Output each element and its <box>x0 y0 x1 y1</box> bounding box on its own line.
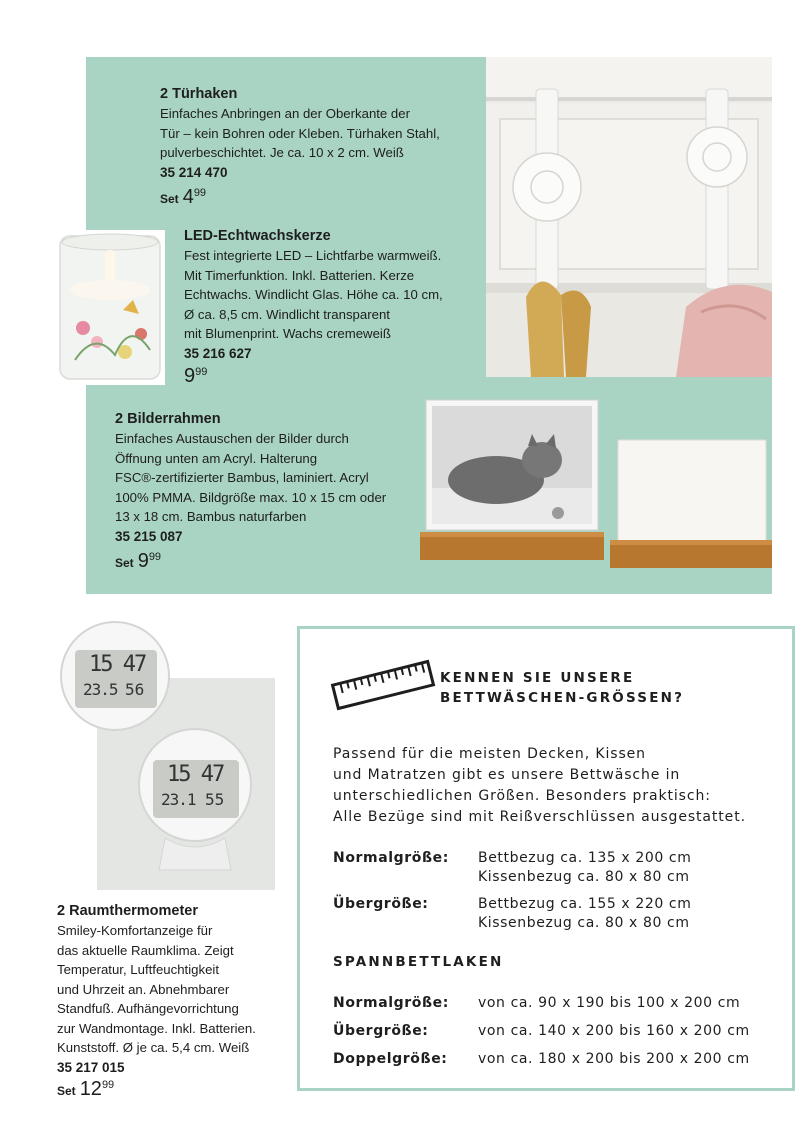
size-label: Normalgröße: <box>333 995 449 1011</box>
intro-line-3: unterschiedlichen Größen. Besonders praktisch: <box>333 788 711 804</box>
set-label: Set <box>57 1084 76 1098</box>
bedding-sizes-infobox <box>297 626 795 1091</box>
tuerhaken-block <box>160 84 480 182</box>
kerze-desc-5: mit Blumenprint. Wachs cremeweiß <box>184 326 391 341</box>
kerze-desc-1: Fest integrierte LED – Lichtfarbe warmweiß. <box>184 248 442 263</box>
kerze-block <box>184 226 484 363</box>
thermometer-desc-6: zur Wandmontage. Inkl. Batterien. <box>57 1020 256 1036</box>
door-hooks-photo <box>486 57 772 377</box>
display-1-time: 15 47 <box>89 652 146 677</box>
bilderrahmen-price <box>115 550 161 573</box>
ruler-icon <box>328 655 438 715</box>
picture-frames-photo <box>418 398 772 578</box>
size-value: Bettbezug ca. 155 x 220 cm <box>478 896 692 912</box>
thermometer-desc-3: Temperatur, Luftfeuchtigkeit <box>57 962 220 977</box>
size-label: Doppelgröße: <box>333 1051 448 1067</box>
thermometer-desc-7: Kunststoff. Ø je ca. 5,4 cm. Weiß <box>57 1040 250 1055</box>
price-main: 12 <box>79 1078 102 1100</box>
size-value: Kissenbezug ca. 80 x 80 cm <box>478 869 690 885</box>
infobox-heading-line2: BETTWÄSCHEN-GRÖSSEN? <box>440 690 685 706</box>
size-value: Kissenbezug ca. 80 x 80 cm <box>478 915 690 931</box>
thermometer-price <box>57 1078 114 1101</box>
led-candle-photo <box>55 230 165 385</box>
size-value: von ca. 180 x 200 bis 200 x 200 cm <box>478 1051 750 1067</box>
bilderrahmen-desc-5: 13 x 18 cm. Bambus naturfarben <box>115 509 307 524</box>
kerze-desc-3: Echtwachs. Windlicht Glas. Höhe ca. 10 cm, <box>184 287 443 302</box>
thermometer-desc-1: Smiley-Komfortanzeige für <box>57 923 213 938</box>
bilderrahmen-desc-1: Einfaches Austauschen der Bilder durch <box>115 431 349 446</box>
infobox-heading <box>440 668 684 708</box>
thermometer-desc-2: das aktuelle Raumklima. Zeigt <box>57 942 234 958</box>
price-main: 9 <box>137 550 149 572</box>
size-label: Übergröße: <box>333 896 429 912</box>
bilderrahmen-desc-3: FSC®-zertifizierter Bambus, laminiert. Acryl <box>115 470 369 485</box>
thermometer-article: 35 217 015 <box>57 1059 125 1075</box>
size-label: Übergröße: <box>333 1023 429 1039</box>
bilderrahmen-desc-2: Öffnung unten am Acryl. Halterung <box>115 450 318 466</box>
price-cents: 99 <box>195 366 208 378</box>
bilderrahmen-title: 2 Bilderrahmen <box>115 411 221 427</box>
price-cents: 99 <box>193 187 207 199</box>
price-main: 9 <box>184 365 196 387</box>
tuerhaken-title: 2 Türhaken <box>160 86 238 102</box>
kerze-title: LED-Echtwachskerze <box>184 228 331 244</box>
infobox-heading-line1: KENNEN SIE UNSERE <box>440 670 635 686</box>
size-value: von ca. 140 x 200 bis 160 x 200 cm <box>478 1023 750 1039</box>
intro-line-1: Passend für die meisten Decken, Kissen <box>333 746 646 762</box>
thermometer-desc-4: und Uhrzeit an. Abnehmbarer <box>57 981 230 997</box>
bilderrahmen-desc-4: 100% PMMA. Bildgröße max. 10 x 15 cm oder <box>115 489 387 505</box>
display-2-time: 15 47 <box>167 762 224 787</box>
size-value: Bettbezug ca. 135 x 200 cm <box>478 850 692 866</box>
size-label: Normalgröße: <box>333 850 449 866</box>
price-main: 4 <box>182 186 194 208</box>
display-2-humidity: 55 <box>205 790 225 809</box>
bilderrahmen-article: 35 215 087 <box>115 528 183 544</box>
display-1-temp: 23.5 <box>83 680 118 699</box>
kerze-price <box>184 365 207 388</box>
kerze-desc-4: Ø ca. 8,5 cm. Windlicht transparent <box>184 306 390 322</box>
thermometer-title: 2 Raumthermometer <box>57 903 199 919</box>
tuerhaken-article: 35 214 470 <box>160 164 228 180</box>
price-cents: 99 <box>101 1079 115 1091</box>
thermometer-block <box>57 901 287 1077</box>
set-label: Set <box>160 192 179 206</box>
infobox-intro <box>333 744 746 828</box>
tuerhaken-desc-2: Tür – kein Bohren oder Kleben. Türhaken Stahl, <box>160 125 440 141</box>
spannbettlaken-heading: SPANNBETTLAKEN <box>333 954 504 970</box>
tuerhaken-price <box>160 186 206 209</box>
price-cents: 99 <box>148 551 162 563</box>
thermometer-desc-5: Standfuß. Aufhängevorrichtung <box>57 1001 239 1016</box>
display-1-humidity: 56 <box>125 680 145 699</box>
thermometer-photo <box>55 620 275 890</box>
display-2-temp: 23.1 <box>161 790 196 809</box>
tuerhaken-desc-1: Einfaches Anbringen an der Oberkante der <box>160 106 410 121</box>
kerze-article: 35 216 627 <box>184 345 252 361</box>
tuerhaken-desc-3: pulverbeschichtet. Je ca. 10 x 2 cm. Weiß <box>160 145 404 160</box>
intro-line-2: und Matratzen gibt es unsere Bettwäsche in <box>333 767 681 783</box>
kerze-desc-2: Mit Timerfunktion. Inkl. Batterien. Kerze <box>184 267 415 283</box>
intro-line-4: Alle Bezüge sind mit Reißverschlüssen ausgestattet. <box>333 809 746 825</box>
bilderrahmen-block <box>115 409 415 546</box>
set-label: Set <box>115 556 134 570</box>
size-value: von ca. 90 x 190 bis 100 x 200 cm <box>478 995 741 1011</box>
